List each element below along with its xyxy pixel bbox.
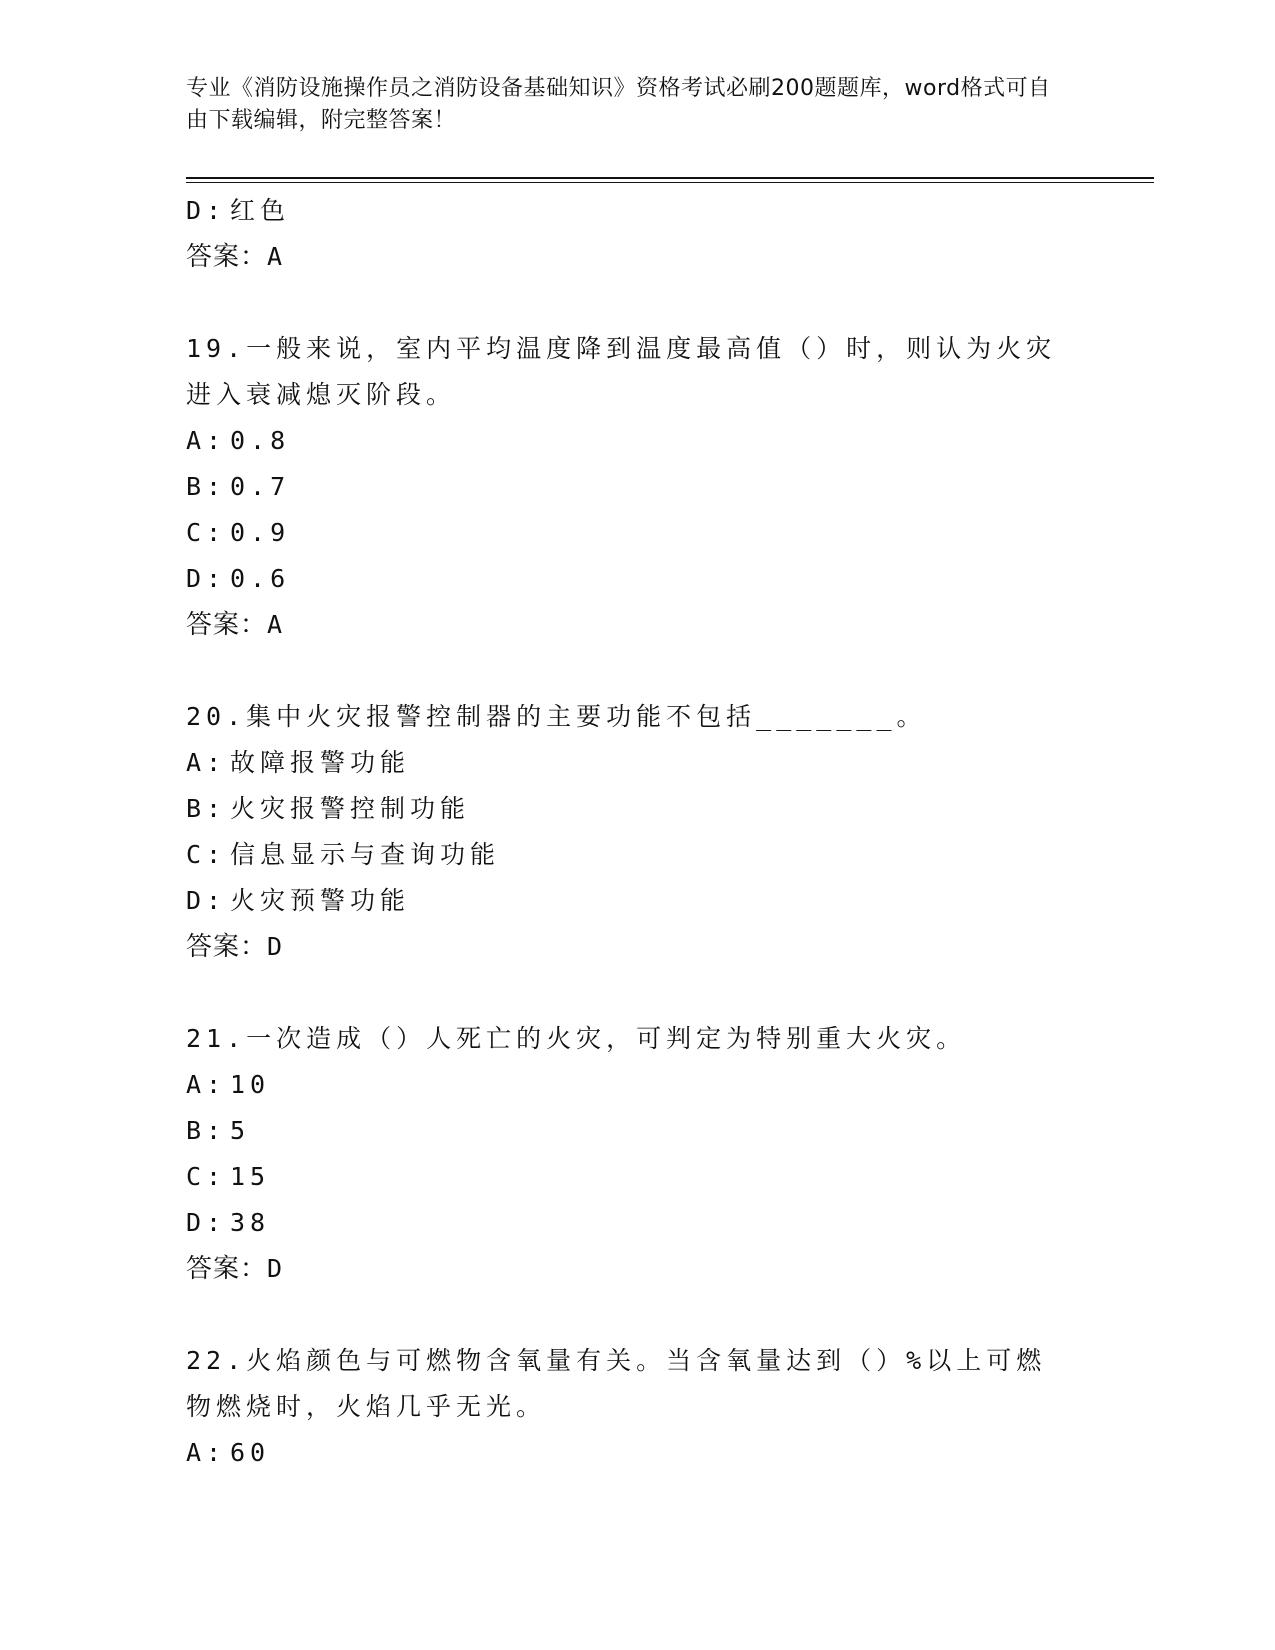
option-b (186, 1108, 1086, 1154)
question-stem: 20.集中火灾报警控制器的主要功能不包括_______。 (186, 702, 927, 731)
option-text: 5 (230, 1116, 251, 1145)
option-text: 0.7 (230, 472, 291, 501)
document-body (186, 188, 1086, 1476)
answer-value: A (267, 610, 284, 639)
option-label: D: (186, 564, 227, 593)
option-d (186, 1200, 1086, 1246)
answer-label: 答案： (186, 242, 268, 272)
option-a (186, 1062, 1086, 1108)
option-a (186, 740, 1086, 786)
option-label: D: (186, 886, 227, 915)
answer-label: 答案： (186, 610, 268, 640)
option-text: 信息显示与查询功能 (230, 840, 501, 869)
option-text: 38 (230, 1208, 271, 1237)
option-d (186, 878, 1086, 924)
option-b (186, 464, 1086, 510)
option-text: 红色 (230, 196, 291, 225)
answer-value: A (267, 242, 284, 271)
answer-line (186, 924, 1086, 970)
answer-line (186, 1246, 1086, 1292)
answer-label: 答案： (186, 932, 268, 962)
question-21 (186, 1016, 1086, 1292)
option-c (186, 510, 1086, 556)
option-label: A: (186, 1070, 227, 1099)
option-label: B: (186, 1116, 227, 1145)
option-text: 10 (230, 1070, 271, 1099)
option-a (186, 418, 1086, 464)
question-19 (186, 326, 1086, 648)
option-text: 15 (230, 1162, 271, 1191)
option-text: 60 (230, 1438, 271, 1467)
option-label: C: (186, 518, 227, 547)
option-text: 火灾报警控制功能 (230, 794, 471, 823)
question-22 (186, 1338, 1086, 1476)
option-a (186, 1430, 1086, 1476)
option-text: 火灾预警功能 (230, 886, 411, 915)
option-label: D: (186, 196, 227, 225)
question-stem: 19.一般来说，室内平均温度降到温度最高值（）时，则认为火灾进入衰减熄灭阶段。 (186, 334, 1057, 409)
question-stem: 22.火焰颜色与可燃物含氧量有关。当含氧量达到（）%以上可燃物燃烧时，火焰几乎无光。 (186, 1346, 1047, 1421)
option-label: A: (186, 748, 227, 777)
option-label: B: (186, 794, 227, 823)
answer-line (186, 234, 1086, 280)
answer-label: 答案： (186, 1254, 268, 1284)
option-label: C: (186, 1162, 227, 1191)
question-20 (186, 694, 1086, 970)
header-text: 专业《消防设施操作员之消防设备基础知识》资格考试必刷200题题库，word格式可自由下载编辑，附完整答案！ (186, 76, 1051, 133)
option-text: 0.6 (230, 564, 291, 593)
option-label: C: (186, 840, 227, 869)
option-label: A: (186, 1438, 227, 1467)
question-stem: 21.一次造成（）人死亡的火灾，可判定为特别重大火灾。 (186, 1024, 967, 1053)
answer-line (186, 602, 1086, 648)
answer-value: D (267, 1254, 284, 1283)
option-d (186, 188, 1086, 234)
option-d (186, 556, 1086, 602)
option-label: B: (186, 472, 227, 501)
option-label: A: (186, 426, 227, 455)
option-text: 0.9 (230, 518, 291, 547)
option-c (186, 1154, 1086, 1200)
option-text: 故障报警功能 (230, 748, 411, 777)
answer-value: D (267, 932, 284, 961)
option-b (186, 786, 1086, 832)
option-text: 0.8 (230, 426, 291, 455)
header-rule (186, 177, 1154, 183)
page-header (186, 73, 1066, 137)
option-label: D: (186, 1208, 227, 1237)
option-c (186, 832, 1086, 878)
